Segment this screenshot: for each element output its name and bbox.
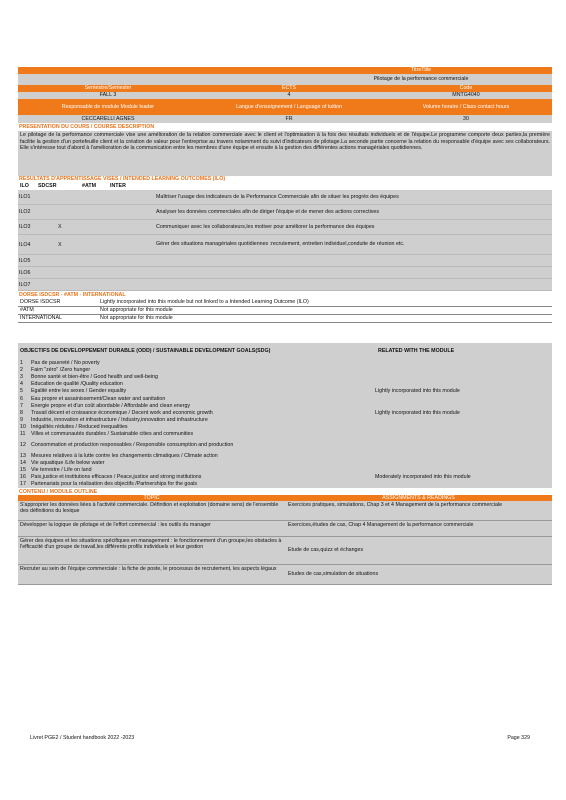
content-assignment: Etude de cas,quizz et échanges [288,547,364,554]
sdg-item [18,417,552,424]
sdg-item [18,431,552,438]
ilo-table [18,190,552,291]
ects-value: 4 [287,92,291,99]
ilo-text: Communiquer avec les collaborateurs,les motiver pour améliorer la performance des équipes [156,223,375,230]
title-value: Pilotage de la performance commerciale [373,76,469,83]
sdg-goal: Mesures relatives à la lutte contre les changements climatiques / Climate action [31,452,218,459]
content-topic: Recruter au sein de l'équipe commerciale : la fiche de poste, le processus de recrutement, les aspects légaux [20,566,277,572]
ilo-text [152,267,552,278]
sdg-item [18,373,552,380]
ilo-text: Maîtriser l'usage des indicateurs de la Performance Commerciale afin de situer les progrès des équipes [156,193,399,200]
semester-label: Semestre/Semester [84,85,132,92]
hours-label: Volume horaire / Class contact hours [422,103,510,110]
content-col-assignments: ASSIGNMENTS & READINGS [382,495,455,501]
sdg-item [18,402,552,409]
hours-value: 30 [463,115,469,122]
sdg-goal: Energie propre et d'un coût abordable / Affordable and clean energy [31,402,191,409]
sdg-item [18,366,552,373]
sdg-number: 17 [20,481,26,488]
ilo-col-atm: #ATM [82,182,97,189]
sdg-number: 14 [20,459,26,466]
sdg-number: 1 [20,359,23,366]
ilo-row [18,235,552,255]
ilo-mark: X [58,224,62,230]
content-topic: S'approprier les données liées à l'activité commerciale. Définition et exploitation (domaine sens) de l'ensemble des définitions du lexique [20,502,279,515]
sdg-item [18,481,552,488]
sdg-goal: Villes et communautés durables / Sustainable cities and communities [31,431,194,438]
dorse-label: INTERNATIONAL [20,315,62,322]
sdg-number: 4 [20,381,23,388]
content-assignment: Exercices,études de cas, Chap 4 Management de la performance commerciale [288,522,474,528]
dorse-table [18,299,552,323]
sdg-number: 6 [20,395,23,402]
sdg-goal: Bonne santé et bien-être / Good health and well-being [31,373,158,380]
ilo-id: ILO2 [19,209,31,215]
sdg-goal: Pas de pauvreté / No poverty [31,359,100,366]
ilo-mark [32,255,152,266]
content-col-topic: TOPIC [143,495,160,501]
sdg-goal: Egalité entre les sexes / Gender equality [31,388,127,395]
ilo-mark [32,267,152,278]
sdg-goal: Partenariats pour la réalisation des objectifs /Partnerships for the goals [31,481,198,488]
sdg-relation: Lightly incorporated into this module [375,388,460,395]
sdg-goal: Eau propre et assainissement/Clean water and sanitation [31,395,166,402]
content-table [18,501,552,585]
content-topic: Développer la logique de pilotage et de l'effort commercial : les outils du manager [20,522,211,528]
sdg-item [18,459,552,466]
sdg-number: 2 [20,366,23,373]
dorse-row [18,307,552,315]
ilo-col-sdcsr: SDCSR [38,182,57,189]
sdg-number: 13 [20,452,26,459]
sdg-goal: Consommation et production responsables / Responsible consumption and production [31,441,234,448]
content-row [18,521,552,537]
sdg-number: 9 [20,417,23,424]
ilo-mark [32,190,152,204]
ilo-mark: X [58,241,62,248]
sdg-goal: Inégalités réduites / Reduced inequalities [31,424,128,431]
sdg-goal: Travail décent et croissance économique / Decent work and economic growth [31,409,213,416]
ilo-text: Gérer des situations managériales quotidiennes :recrutement, entretien individuel,conduite de réunion etc. [156,241,405,248]
content-row [18,565,552,585]
sdg-item [18,438,552,452]
sdg-item [18,381,552,388]
sdg-number: 3 [20,373,23,380]
sdg-goal: Vie terrestre / Life on land [31,467,92,474]
content-heading: CONTENU / MODULE OUTLINE [19,488,98,495]
content-row [18,537,552,565]
ilo-row [18,190,552,205]
header-empty [18,74,290,85]
sdg-number: 12 [20,442,26,449]
sdg-goal: Industrie, innovation et infrastructure / Industry,innovation and infrastructure [31,417,208,424]
sdg-number: 16 [20,474,26,481]
dorse-row [18,315,552,323]
ilo-text [152,279,552,290]
ilo-row [18,220,552,235]
code-label: Code [459,85,473,92]
sdg-heading: OBJECTIFS DE DEVELOPPEMENT DURABLE (ODD) / SUSTAINABLE DEVELOPMENT GOALS(SDG) [20,347,271,354]
sdg-goal: Vie aquatique /Life below water [31,459,105,466]
ilo-mark [32,279,152,290]
ilo-id: ILO4 [19,241,31,248]
header-spacer [18,67,290,74]
dorse-value: Not appropriate for this module [100,315,173,322]
content-assignment: Exercices pratiques, simulations, Chap 3 et 4 Management de la performance commerciale [288,502,503,508]
ilo-row [18,255,552,267]
sdg-item [18,466,552,473]
ilo-col-ilo: ILO [20,182,29,189]
ilo-id: ILO1 [19,194,31,200]
ilo-mark [32,205,152,219]
ects-label: ECTS [281,85,297,92]
ilo-id: ILO5 [19,257,31,264]
sdg-header [18,343,552,359]
ilo-text [152,255,552,266]
sdg-item [18,409,552,416]
sdg-number: 7 [20,402,23,409]
language-value: FR [285,115,293,122]
ilo-id: ILO3 [19,224,31,230]
sdg-relation: Moderately incorporated into this module [375,474,471,481]
sdg-number: 10 [20,424,26,431]
sdg-number: 15 [20,467,26,474]
dorse-heading: DORSE ISDCSR - #ATM - INTERNATIONAL [19,292,126,298]
content-topic: Gérer des équipes et les situations spécifiques en management : le fonctionnement d'un groupe,les obstacles à l'efficacité d'un groupe de travail,les différents profils individuels et leur gestion [20,538,282,551]
ilo-id: ILO6 [19,269,31,276]
ilo-row [18,279,552,291]
ilo-text: Analyser les données commerciales afin de diriger l'équipe et de mener des actions correctives [156,208,380,215]
presentation-heading: PRESENTATION DU COURS / COURSE DESCRIPTION [19,124,155,130]
sdg-related-heading: RELATED WITH THE MODULE [378,347,455,354]
dorse-value: Lightly incorporated into this module but not linked to a Intended Learning Outcome (ILO) [100,299,309,306]
sdg-item [18,359,552,366]
ilo-row [18,205,552,220]
responsible-label: Responsable de module Module leader [61,103,155,110]
sdg-item [18,424,552,431]
sdg-goal: Paix,justice et institutions efficaces / Peace,justice and strong institutions [31,474,202,481]
sdg-item [18,452,552,459]
page-footer [30,735,530,741]
presentation-text: Le pilotage de la performance commerciale vise une amélioration de la relation commerciale avec le client et l'optimisation à la fois des résultats individuels et de l'équipe.Le programme comporte deux parties,la première facilite la gestion d'un portefeuille client et la création de valeur pour l'entreprise au travers notamment du suivi d'indicateurs de pilotage.La seconde partie concerne la relation du responsable d'équipe avec ses collaborateurs. Elle s'intéresse tout d'abord à l'amélioration de la communication entre les membres d'une équipe et ensuite à la gestion des différentes actions managériales quotidiennes. [18,131,552,176]
sdg-item [18,395,552,402]
dorse-row [18,299,552,307]
ilo-row [18,267,552,279]
ilo-col-inter: INTER [110,182,126,189]
semester-value: FALL 3 [99,92,117,99]
content-assignment: Etudes de cas,simulation de situations [288,571,379,578]
title-label: TitreTitle [290,67,552,74]
module-sheet [18,67,552,585]
sdg-item [18,388,552,395]
language-label: Langue d'enseignement / Language of tuition [236,103,342,110]
ilo-heading: RESULTATS D'APPRENTISSAGE VISES / INTENDED LEARNING OUTCOMES (ILO) [19,176,226,182]
sdg-goal: Faim "zéro" /Zero hunger [31,366,91,373]
dorse-value: Not appropriate for this module [100,307,173,314]
footer-handbook: Livret PGE2 / Student handbook 2022 -2023 [30,735,135,741]
dorse-label: #ATM [20,307,34,314]
sdg-goal: Education de qualité /Quality education [31,381,123,388]
ilo-id: ILO7 [19,281,31,288]
code-value: MNTG4040 [452,92,480,99]
sdg-block [18,343,552,488]
sdg-number: 11 [20,431,26,438]
ilo-header-row [18,182,552,190]
footer-page-number: Page 329 [507,735,530,741]
sdg-item [18,474,552,481]
sdg-number: 8 [20,409,23,416]
sdg-relation: Lightly incorporated into this module [375,409,460,416]
dorse-label: DORSE ISDCSR [20,299,61,306]
responsible-value: CECCARELLI AGNES [81,115,135,122]
content-row [18,501,552,521]
sdg-number: 5 [20,388,23,395]
